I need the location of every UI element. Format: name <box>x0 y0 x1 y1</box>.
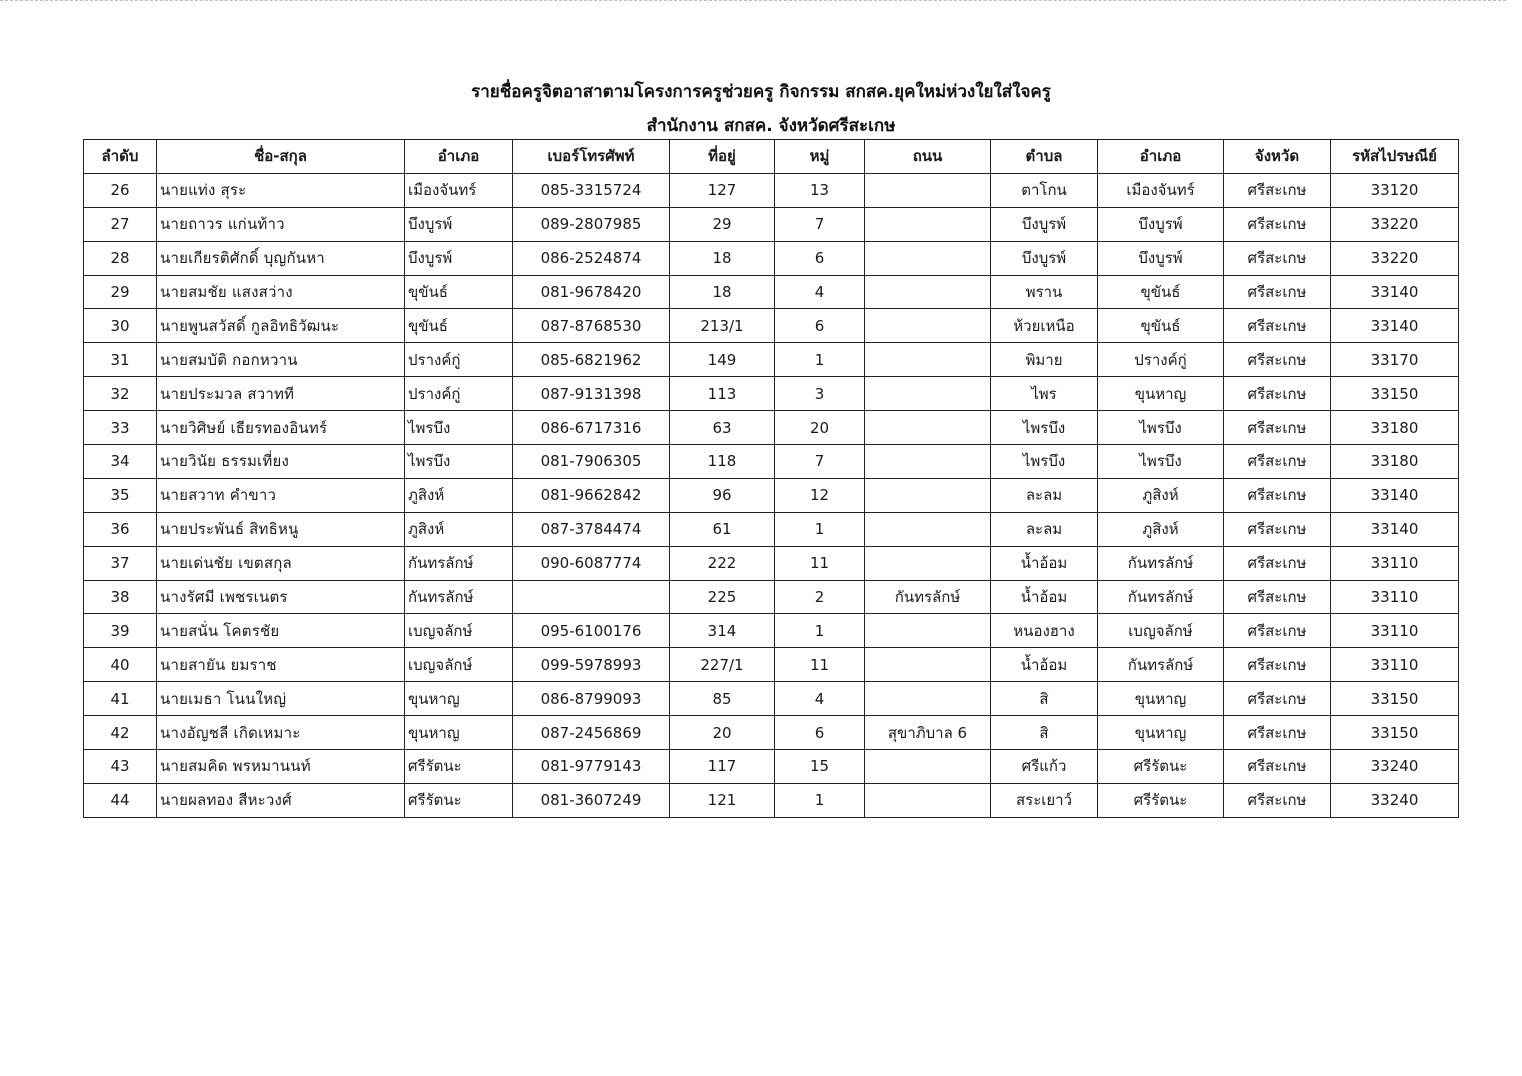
cell-house-number: 61 <box>670 512 775 546</box>
cell-moo: 6 <box>775 309 865 343</box>
cell-district: บึงบูรพ์ <box>405 207 513 241</box>
cell-address-district: กันทรลักษ์ <box>1098 546 1224 580</box>
cell-name: นายพูนสวัสดิ์ กูลอิทธิวัฒนะ <box>157 309 405 343</box>
cell-subdistrict: ตาโกน <box>991 173 1098 207</box>
cell-house-number: 127 <box>670 173 775 207</box>
cell-subdistrict: ละลม <box>991 478 1098 512</box>
cell-moo: 1 <box>775 343 865 377</box>
cell-province: ศรีสะเกษ <box>1224 512 1331 546</box>
cell-name: นายแท่ง สุระ <box>157 173 405 207</box>
cell-road <box>865 241 991 275</box>
cell-district: ขุขันธ์ <box>405 309 513 343</box>
cell-postcode: 33150 <box>1331 682 1459 716</box>
cell-province: ศรีสะเกษ <box>1224 241 1331 275</box>
cell-province: ศรีสะเกษ <box>1224 716 1331 750</box>
cell-province: ศรีสะเกษ <box>1224 783 1331 817</box>
cell-road <box>865 478 991 512</box>
cell-province: ศรีสะเกษ <box>1224 309 1331 343</box>
cell-district: ปรางค์กู่ <box>405 343 513 377</box>
cell-no: 31 <box>84 343 157 377</box>
cell-subdistrict: น้ำอ้อม <box>991 546 1098 580</box>
cell-district: ภูสิงห์ <box>405 512 513 546</box>
cell-district: ศรีรัตนะ <box>405 783 513 817</box>
header-house-number: ที่อยู่ <box>670 140 775 174</box>
cell-phone: 099-5978993 <box>513 648 670 682</box>
table-row <box>84 716 1459 750</box>
cell-phone: 081-7906305 <box>513 445 670 479</box>
cell-no: 36 <box>84 512 157 546</box>
cell-province: ศรีสะเกษ <box>1224 411 1331 445</box>
cell-name: นายสนั่น โคตรชัย <box>157 614 405 648</box>
table-row <box>84 512 1459 546</box>
cell-district: เบญจลักษ์ <box>405 648 513 682</box>
cell-district: ภูสิงห์ <box>405 478 513 512</box>
cell-phone: 081-3607249 <box>513 783 670 817</box>
cell-moo: 15 <box>775 750 865 784</box>
cell-moo: 12 <box>775 478 865 512</box>
cell-district: ขุนหาญ <box>405 682 513 716</box>
cell-province: ศรีสะเกษ <box>1224 343 1331 377</box>
table-row <box>84 275 1459 309</box>
cell-road: กันทรลักษ์ <box>865 580 991 614</box>
cell-address-district: ปรางค์กู่ <box>1098 343 1224 377</box>
cell-road <box>865 445 991 479</box>
cell-road <box>865 648 991 682</box>
header-subdistrict: ตำบล <box>991 140 1098 174</box>
cell-no: 30 <box>84 309 157 343</box>
cell-name: นายสมชัย แสงสว่าง <box>157 275 405 309</box>
cell-phone: 090-6087774 <box>513 546 670 580</box>
cell-address-district: ขุนหาญ <box>1098 682 1224 716</box>
cell-house-number: 222 <box>670 546 775 580</box>
cell-house-number: 314 <box>670 614 775 648</box>
cell-no: 28 <box>84 241 157 275</box>
cell-name: นางรัศมี เพชรเนตร <box>157 580 405 614</box>
cell-postcode: 33180 <box>1331 411 1459 445</box>
cell-road <box>865 750 991 784</box>
header-no: ลำดับ <box>84 140 157 174</box>
cell-house-number: 29 <box>670 207 775 241</box>
cell-moo: 6 <box>775 241 865 275</box>
cell-name: นายประมวล สวาทที <box>157 377 405 411</box>
cell-name: นายวินัย ธรรมเที่ยง <box>157 445 405 479</box>
header-address-district: อำเภอ <box>1098 140 1224 174</box>
cell-postcode: 33150 <box>1331 377 1459 411</box>
cell-address-district: กันทรลักษ์ <box>1098 580 1224 614</box>
cell-district: ปรางค์กู่ <box>405 377 513 411</box>
cell-no: 29 <box>84 275 157 309</box>
cell-name: นางอัญชลี เกิดเหมาะ <box>157 716 405 750</box>
cell-no: 40 <box>84 648 157 682</box>
cell-road <box>865 173 991 207</box>
teacher-roster-table <box>83 139 1459 818</box>
cell-phone: 087-2456869 <box>513 716 670 750</box>
cell-house-number: 63 <box>670 411 775 445</box>
cell-subdistrict: ห้วยเหนือ <box>991 309 1098 343</box>
cell-address-district: เมืองจันทร์ <box>1098 173 1224 207</box>
cell-subdistrict: หนองฮาง <box>991 614 1098 648</box>
cell-phone: 089-2807985 <box>513 207 670 241</box>
cell-postcode: 33110 <box>1331 546 1459 580</box>
cell-address-district: ศรีรัตนะ <box>1098 750 1224 784</box>
cell-phone: 086-6717316 <box>513 411 670 445</box>
cell-name: นายประพันธ์ สิทธิหนู <box>157 512 405 546</box>
cell-moo: 2 <box>775 580 865 614</box>
cell-house-number: 118 <box>670 445 775 479</box>
cell-district: เบญจลักษ์ <box>405 614 513 648</box>
cell-postcode: 33240 <box>1331 750 1459 784</box>
table-row <box>84 207 1459 241</box>
cell-address-district: ขุนหาญ <box>1098 716 1224 750</box>
cell-address-district: ภูสิงห์ <box>1098 478 1224 512</box>
cell-house-number: 85 <box>670 682 775 716</box>
cell-address-district: ไพรบึง <box>1098 411 1224 445</box>
cell-moo: 1 <box>775 512 865 546</box>
table-row <box>84 580 1459 614</box>
cell-postcode: 33140 <box>1331 309 1459 343</box>
cell-no: 41 <box>84 682 157 716</box>
cell-house-number: 96 <box>670 478 775 512</box>
cell-house-number: 227/1 <box>670 648 775 682</box>
cell-postcode: 33220 <box>1331 207 1459 241</box>
cell-postcode: 33240 <box>1331 783 1459 817</box>
cell-phone: 095-6100176 <box>513 614 670 648</box>
cell-phone: 081-9779143 <box>513 750 670 784</box>
table-header-row <box>84 140 1459 174</box>
table-row <box>84 445 1459 479</box>
cell-address-district: ไพรบึง <box>1098 445 1224 479</box>
cell-phone: 087-3784474 <box>513 512 670 546</box>
cell-postcode: 33140 <box>1331 512 1459 546</box>
cell-name: นายเกียรติศักดิ์ บุญกันหา <box>157 241 405 275</box>
cell-road <box>865 411 991 445</box>
cell-no: 43 <box>84 750 157 784</box>
table-row <box>84 750 1459 784</box>
cell-province: ศรีสะเกษ <box>1224 173 1331 207</box>
cell-phone: 085-3315724 <box>513 173 670 207</box>
cell-moo: 11 <box>775 546 865 580</box>
cell-road <box>865 614 991 648</box>
cell-address-district: เบญจลักษ์ <box>1098 614 1224 648</box>
cell-subdistrict: ไพรบึง <box>991 445 1098 479</box>
cell-address-district: ขุนหาญ <box>1098 377 1224 411</box>
cell-phone: 081-9662842 <box>513 478 670 512</box>
cell-moo: 4 <box>775 682 865 716</box>
cell-house-number: 18 <box>670 275 775 309</box>
cell-name: นายสายัน ยมราช <box>157 648 405 682</box>
cell-district: ศรีรัตนะ <box>405 750 513 784</box>
header-district: อำเภอ <box>405 140 513 174</box>
cell-province: ศรีสะเกษ <box>1224 750 1331 784</box>
cell-name: นายสมบัติ กอกหวาน <box>157 343 405 377</box>
cell-no: 42 <box>84 716 157 750</box>
cell-name: นายเมธา โนนใหญ่ <box>157 682 405 716</box>
cell-house-number: 225 <box>670 580 775 614</box>
cell-phone: 086-2524874 <box>513 241 670 275</box>
cell-address-district: ศรีรัตนะ <box>1098 783 1224 817</box>
cell-subdistrict: ศรีแก้ว <box>991 750 1098 784</box>
cell-province: ศรีสะเกษ <box>1224 546 1331 580</box>
table-row <box>84 648 1459 682</box>
cell-road <box>865 377 991 411</box>
cell-name: นายวิศิษย์ เธียรทองอินทร์ <box>157 411 405 445</box>
cell-moo: 3 <box>775 377 865 411</box>
cell-subdistrict: บึงบูรพ์ <box>991 207 1098 241</box>
cell-district: ขุนหาญ <box>405 716 513 750</box>
cell-province: ศรีสะเกษ <box>1224 614 1331 648</box>
cell-house-number: 18 <box>670 241 775 275</box>
cell-road <box>865 546 991 580</box>
cell-no: 32 <box>84 377 157 411</box>
cell-house-number: 117 <box>670 750 775 784</box>
cell-house-number: 213/1 <box>670 309 775 343</box>
cell-district: ไพรบึง <box>405 411 513 445</box>
table-row <box>84 411 1459 445</box>
cell-subdistrict: ไพร <box>991 377 1098 411</box>
cell-postcode: 33140 <box>1331 478 1459 512</box>
cell-moo: 20 <box>775 411 865 445</box>
document-subtitle: สำนักงาน สกสค. จังหวัดศรีสะเกษ <box>646 116 896 136</box>
table-row <box>84 682 1459 716</box>
cell-postcode: 33120 <box>1331 173 1459 207</box>
cell-moo: 7 <box>775 445 865 479</box>
cell-district: กันทรลักษ์ <box>405 546 513 580</box>
cell-house-number: 149 <box>670 343 775 377</box>
cell-subdistrict: สิ <box>991 682 1098 716</box>
header-name: ชื่อ-สกุล <box>157 140 405 174</box>
table-row <box>84 173 1459 207</box>
cell-address-district: ภูสิงห์ <box>1098 512 1224 546</box>
cell-no: 26 <box>84 173 157 207</box>
cell-road <box>865 512 991 546</box>
cell-no: 39 <box>84 614 157 648</box>
cell-house-number: 20 <box>670 716 775 750</box>
cell-name: นายผลทอง สีหะวงศ์ <box>157 783 405 817</box>
cell-district: ขุขันธ์ <box>405 275 513 309</box>
cell-address-district: บึงบูรพ์ <box>1098 207 1224 241</box>
table-row <box>84 783 1459 817</box>
header-province: จังหวัด <box>1224 140 1331 174</box>
cell-subdistrict: ละลม <box>991 512 1098 546</box>
cell-phone: 086-8799093 <box>513 682 670 716</box>
cell-address-district: บึงบูรพ์ <box>1098 241 1224 275</box>
table-row <box>84 614 1459 648</box>
cell-province: ศรีสะเกษ <box>1224 275 1331 309</box>
cell-no: 33 <box>84 411 157 445</box>
cell-no: 35 <box>84 478 157 512</box>
cell-moo: 7 <box>775 207 865 241</box>
cell-name: นายเด่นชัย เขตสกุล <box>157 546 405 580</box>
table-row <box>84 343 1459 377</box>
header-moo: หมู่ <box>775 140 865 174</box>
cell-district: เมืองจันทร์ <box>405 173 513 207</box>
cell-province: ศรีสะเกษ <box>1224 207 1331 241</box>
cell-address-district: ขุขันธ์ <box>1098 275 1224 309</box>
cell-no: 37 <box>84 546 157 580</box>
cell-postcode: 33180 <box>1331 445 1459 479</box>
cell-province: ศรีสะเกษ <box>1224 478 1331 512</box>
cell-postcode: 33110 <box>1331 614 1459 648</box>
cell-no: 27 <box>84 207 157 241</box>
cell-subdistrict: น้ำอ้อม <box>991 648 1098 682</box>
cell-subdistrict: พิมาย <box>991 343 1098 377</box>
table-row <box>84 546 1459 580</box>
cell-postcode: 33110 <box>1331 580 1459 614</box>
cell-road <box>865 343 991 377</box>
document-title: รายชื่อครูจิตอาสาตามโครงการครูช่วยครู กิจกรรม สกสค.ยุคใหม่ห่วงใยใส่ใจครู <box>471 82 1051 102</box>
cell-phone: 087-8768530 <box>513 309 670 343</box>
cell-road <box>865 309 991 343</box>
cell-no: 38 <box>84 580 157 614</box>
table-row <box>84 377 1459 411</box>
cell-district: ไพรบึง <box>405 445 513 479</box>
header-phone: เบอร์โทรศัพท์ <box>513 140 670 174</box>
cell-moo: 4 <box>775 275 865 309</box>
table-row <box>84 309 1459 343</box>
cell-phone: 085-6821962 <box>513 343 670 377</box>
cell-no: 34 <box>84 445 157 479</box>
cell-postcode: 33110 <box>1331 648 1459 682</box>
scan-edge-line <box>0 0 1506 1</box>
cell-road <box>865 275 991 309</box>
cell-moo: 1 <box>775 783 865 817</box>
cell-name: นายสมคิด พรหมานนท์ <box>157 750 405 784</box>
cell-moo: 1 <box>775 614 865 648</box>
cell-moo: 6 <box>775 716 865 750</box>
cell-province: ศรีสะเกษ <box>1224 377 1331 411</box>
cell-postcode: 33220 <box>1331 241 1459 275</box>
table-row <box>84 478 1459 512</box>
cell-subdistrict: น้ำอ้อม <box>991 580 1098 614</box>
cell-address-district: ขุขันธ์ <box>1098 309 1224 343</box>
cell-address-district: กันทรลักษ์ <box>1098 648 1224 682</box>
cell-district: กันทรลักษ์ <box>405 580 513 614</box>
table-body <box>84 173 1459 817</box>
cell-name: นายสวาท คำขาว <box>157 478 405 512</box>
cell-district: บึงบูรพ์ <box>405 241 513 275</box>
cell-moo: 11 <box>775 648 865 682</box>
cell-no: 44 <box>84 783 157 817</box>
cell-house-number: 121 <box>670 783 775 817</box>
table-row <box>84 241 1459 275</box>
cell-phone: 087-9131398 <box>513 377 670 411</box>
cell-phone <box>513 580 670 614</box>
cell-province: ศรีสะเกษ <box>1224 580 1331 614</box>
header-postcode: รหัสไปรษณีย์ <box>1331 140 1459 174</box>
cell-postcode: 33170 <box>1331 343 1459 377</box>
cell-road <box>865 207 991 241</box>
cell-road: สุขาภิบาล 6 <box>865 716 991 750</box>
cell-moo: 13 <box>775 173 865 207</box>
header-road: ถนน <box>865 140 991 174</box>
cell-postcode: 33140 <box>1331 275 1459 309</box>
cell-province: ศรีสะเกษ <box>1224 648 1331 682</box>
cell-phone: 081-9678420 <box>513 275 670 309</box>
cell-postcode: 33150 <box>1331 716 1459 750</box>
cell-road <box>865 783 991 817</box>
cell-province: ศรีสะเกษ <box>1224 682 1331 716</box>
cell-subdistrict: ไพรบึง <box>991 411 1098 445</box>
cell-subdistrict: บึงบูรพ์ <box>991 241 1098 275</box>
cell-house-number: 113 <box>670 377 775 411</box>
cell-subdistrict: สระเยาว์ <box>991 783 1098 817</box>
cell-road <box>865 682 991 716</box>
cell-subdistrict: สิ <box>991 716 1098 750</box>
cell-province: ศรีสะเกษ <box>1224 445 1331 479</box>
cell-name: นายถาวร แก่นท้าว <box>157 207 405 241</box>
cell-subdistrict: พราน <box>991 275 1098 309</box>
